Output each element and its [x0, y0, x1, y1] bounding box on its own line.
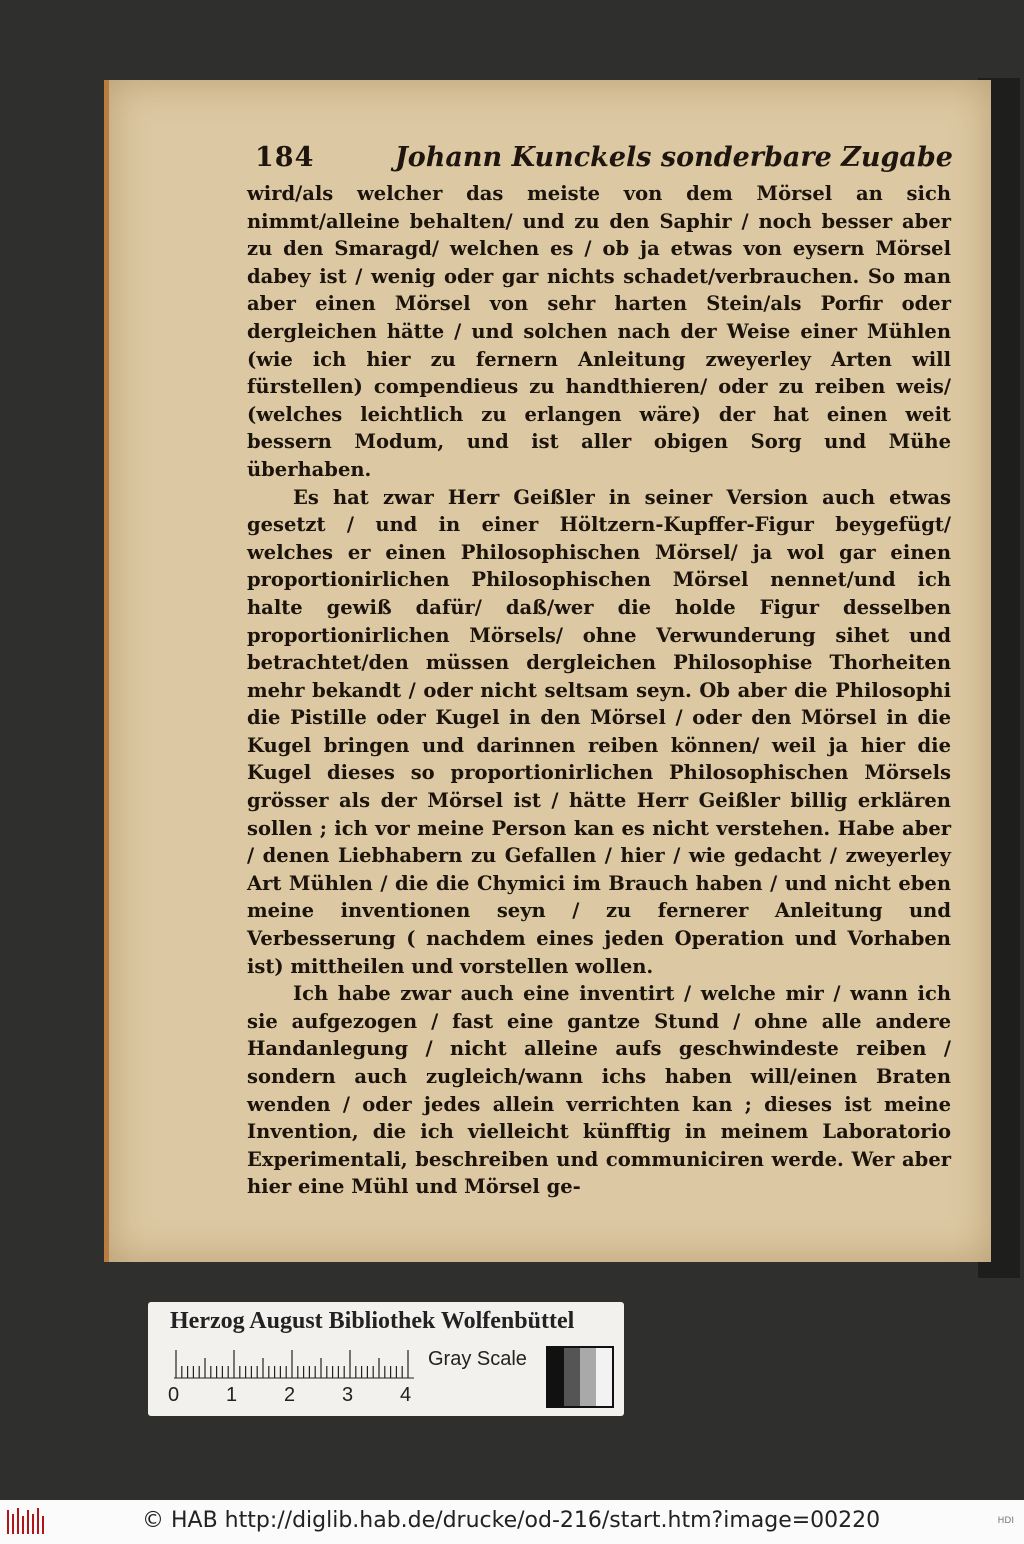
swatch-2 — [564, 1348, 580, 1406]
swatch-3 — [580, 1348, 596, 1406]
ruler-ticks — [174, 1348, 414, 1380]
ruler — [174, 1348, 414, 1380]
running-title: Johann Kunckels sonderbare Zugabe — [395, 142, 953, 173]
page-text — [247, 180, 951, 1201]
footer-bar — [0, 1500, 1024, 1544]
swatch-1 — [548, 1348, 564, 1406]
scale-number-3: 3 — [342, 1384, 354, 1406]
swatch-4 — [596, 1348, 612, 1406]
scale-number-2: 2 — [284, 1384, 296, 1406]
scale-card — [148, 1302, 624, 1416]
paragraph-3: Ich habe zwar auch eine inventirt / welche mir / wann ich sie aufgezogen / fast eine gantze Stund / ohne alle andere Handanlegung / nicht alleine aufs geschwindeste reiben / sondern auch zugleich/wann ichs haben will/einen Braten wenden / oder jedes allein verrichten kan ; dieses ist meine Invention, die ich vielleicht künfftig in meinem Laboratorio Experimentali, beschreiben und communiciren werde. Wer aber hier eine Mühl und Mörsel ge- — [247, 982, 951, 1199]
running-head — [255, 142, 955, 180]
gray-swatches — [546, 1346, 614, 1408]
scale-number-1: 1 — [226, 1384, 238, 1406]
footer-mini-text: HDI — [997, 1516, 1014, 1526]
scale-numbers — [168, 1384, 428, 1408]
library-name: Herzog August Bibliothek Wolfenbüttel — [170, 1308, 575, 1334]
gray-scale-label: Gray Scale — [428, 1348, 527, 1370]
footer-url-text[interactable]: © HAB http://diglib.hab.de/drucke/od-216/start.htm?image=00220 — [142, 1508, 881, 1533]
paragraph-1: wird/als welcher das meiste von dem Mörsel an sich nimmt/alleine behalten/ und zu den Saphir / noch besser aber zu den Smaragd/ welchen es / ob ja etwas von eysern Mörsel dabey ist / wenig oder gar nichts schadet/verbrauchen. So man aber einen Mörsel von sehr harten Stein/als Porfir oder dergleichen hätte / und solchen nach der Weise einer Mühlen (wie ich hier zu fernern Anleitung zweyerley Arten will fürstellen) compendieus zu handthieren/ oder zu reiben weis/ (welches leichtlich zu erlangen wäre) der hat einen weit bessern Modum, und ist aller obigen Sorg und Mühe überhaben. — [247, 182, 951, 481]
scale-number-0: 0 — [168, 1384, 180, 1406]
hab-logo-icon — [4, 1506, 46, 1538]
book-page — [104, 80, 991, 1262]
scale-number-4: 4 — [400, 1384, 412, 1406]
page-number: 184 — [255, 142, 315, 173]
paragraph-2: Es hat zwar Herr Geißler in seiner Version auch etwas gesetzt / und in einer Höltzern-Kupffer-Figur beygefügt/ welches er einen Philosophischen Mörsel/ ja wol gar einen proportionirlichen Philosophischen Mörsel nennet/und ich halte gewiß dafür/ daß/wer die holde Figur desselben proportionirlichen Mörsels/ ohne Verwunderung sihet und betrachtet/den müssen dergleichen Philosophise Thorheiten mehr bekandt / oder nicht seltsam seyn. Ob aber die Philosophi die Pistille oder Kugel in den Mörsel / oder den Mörsel in die Kugel bringen und darinnen reiben können/ weil ja hier die Kugel dieses so proportionirlichen Philosophischen Mörsels grösser als der Mörsel ist / hätte Herr Geißler billig erklären sollen ; ich vor meine Person kan es nicht verstehen. Habe aber / denen Liebhabern zu Gefallen / hier / wie gedacht / zweyerley Art Mühlen / die die Chymici im Brauch haben / und nicht eben meine inventionen seyn / zu fernerer Anleitung und Verbesserung ( nachdem eines jeden Operation und Vorhaben ist) mittheilen und vorstellen wollen. — [247, 485, 951, 978]
